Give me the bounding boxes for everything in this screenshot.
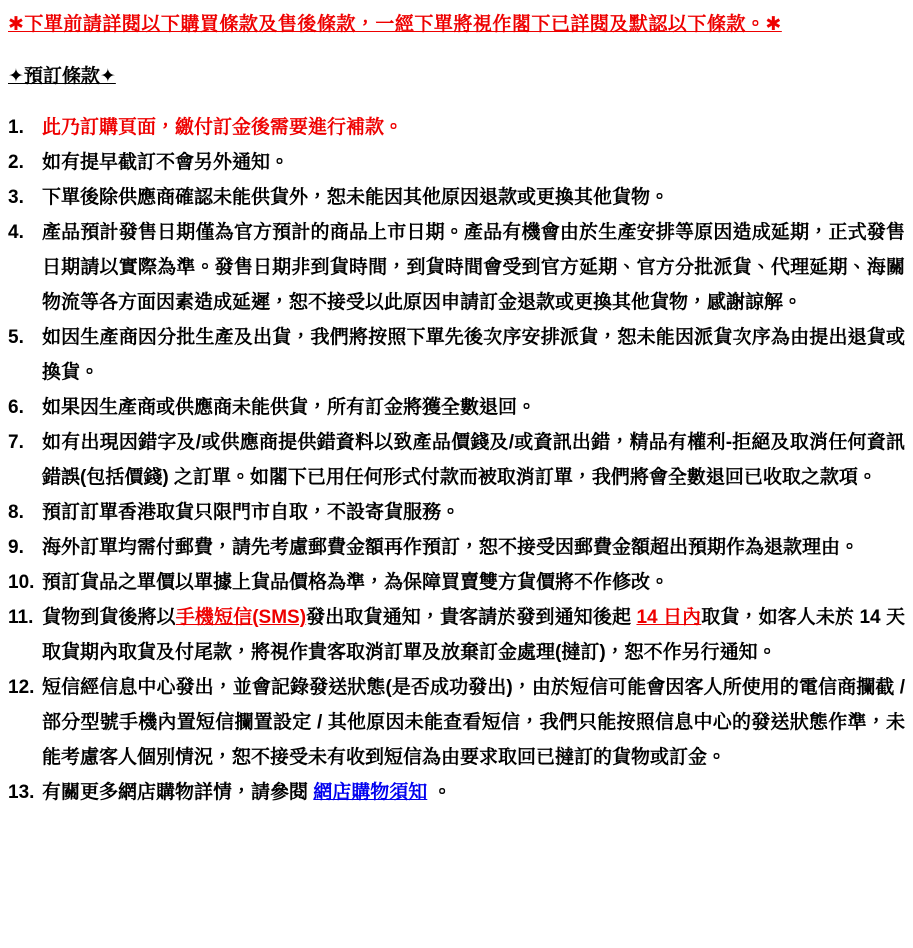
terms-list (8, 110, 905, 810)
term-text-segment: 預訂貨品之單價以單據上貨品價格為準，為保障買賣雙方貨價將不作修改。 (42, 572, 670, 593)
term-item (8, 390, 905, 425)
term-item (8, 180, 905, 215)
term-number: 13. (8, 782, 35, 803)
term-item (8, 600, 905, 670)
term-text (42, 180, 905, 215)
term-text-segment: 預訂訂單香港取貨只限門市自取，不設寄貨服務。 (42, 502, 461, 523)
term-item (8, 530, 905, 565)
term-number: 1. (8, 117, 24, 138)
term-number: 8. (8, 502, 24, 523)
term-item (8, 565, 905, 600)
term-text (42, 775, 905, 810)
deposit-notice-text: 此乃訂購頁面，繳付訂金後需要進行補款。 (42, 117, 404, 138)
term-text-segment: 貨物到貨後將以 (42, 607, 176, 628)
term-text-segment: 海外訂單均需付郵費，請先考慮郵費金額再作預訂，恕不接受因郵費金額超出預期作為退款理由。 (42, 537, 860, 558)
term-text-segment: 如有提早截訂不會另外通知。 (42, 152, 290, 173)
term-text (42, 670, 905, 775)
pickup-deadline-emphasis: 14 日內 (636, 607, 702, 628)
term-text-segment: 如有出現因錯字及/或供應商提供錯資料以致產品價錢及/或資訊出錯，精品有權利-拒絕及取消任何資訊錯誤(包括價錢) 之訂單。如閣下已用任何形式付款而被取消訂單，我們將會全數退回已收取之款項。 (42, 432, 905, 488)
term-number: 3. (8, 187, 24, 208)
term-text (42, 320, 905, 390)
term-item (8, 320, 905, 390)
term-text (42, 110, 905, 145)
term-item (8, 110, 905, 145)
term-text-segment: 產品預計發售日期僅為官方預計的商品上市日期。產品有機會由於生產安排等原因造成延期，正式發售日期請以實際為準。發售日期非到貨時間，到貨時間會受到官方延期、官方分批派貨、代理延期、海關物流等各方面因素造成延遲，恕不接受以此原因申請訂金退款或更換其他貨物，感謝諒解。 (42, 222, 905, 313)
section-title: ✦預訂條款✦ (8, 66, 116, 87)
term-text-segment: 下單後除供應商確認未能供貨外，恕未能因其他原因退款或更換其他貨物。 (42, 187, 670, 208)
term-item (8, 145, 905, 180)
term-text-segment: 。 (427, 782, 452, 803)
term-text (42, 215, 905, 320)
term-item (8, 215, 905, 320)
term-text-segment: 發出取貨通知，貴客請於發到通知後起 (306, 607, 637, 628)
term-number: 5. (8, 327, 24, 348)
term-item (8, 495, 905, 530)
term-number: 11. (8, 607, 34, 628)
term-number: 9. (8, 537, 24, 558)
term-text (42, 530, 905, 565)
term-number: 10. (8, 572, 35, 593)
term-number: 12. (8, 677, 35, 698)
term-text-segment: 如因生產商因分批生產及出貨，我們將按照下單先後次序安排派貨，恕未能因派貨次序為由提出退貨或換貨。 (42, 327, 905, 383)
term-text-segment: 如果因生產商或供應商未能供貨，所有訂金將獲全數退回。 (42, 397, 537, 418)
term-text-segment: 有關更多網店購物詳情，請參閱 (42, 782, 314, 803)
term-number: 4. (8, 222, 24, 243)
term-text (42, 425, 905, 495)
term-number: 7. (8, 432, 24, 453)
store-shopping-guide-link[interactable]: 網店購物須知 (313, 782, 428, 803)
pre-order-warning: ✱下單前請詳閱以下購買條款及售後條款，一經下單將視作閣下已詳閱及默認以下條款。✱ (8, 14, 782, 35)
term-text (42, 390, 905, 425)
term-text-segment: 短信經信息中心發出，並會記錄發送狀態(是否成功發出)，由於短信可能會因客人所使用的電信商攔截 / 部分型號手機內置短信攔置設定 / 其他原因未能查看短信，我們只能按照信息中心的發送狀態作準，未能考慮客人個別情況，恕不接受未有收到短信為由要求取回已撻訂的貨物或訂金。 (42, 677, 905, 768)
term-number: 6. (8, 397, 24, 418)
sms-emphasis: 手機短信(SMS) (175, 607, 307, 628)
term-item (8, 425, 905, 495)
term-number: 2. (8, 152, 24, 173)
term-text-segment: 取貨，如客人未於 14 天取貨期內取貨及付尾款，將視作貴客取消訂單及放棄訂金處理(撻訂)，恕不作另行通知。 (42, 607, 905, 663)
term-item (8, 775, 905, 810)
term-text (42, 565, 905, 600)
term-text (42, 495, 905, 530)
term-text (42, 600, 905, 670)
term-item (8, 670, 905, 775)
term-text (42, 145, 905, 180)
